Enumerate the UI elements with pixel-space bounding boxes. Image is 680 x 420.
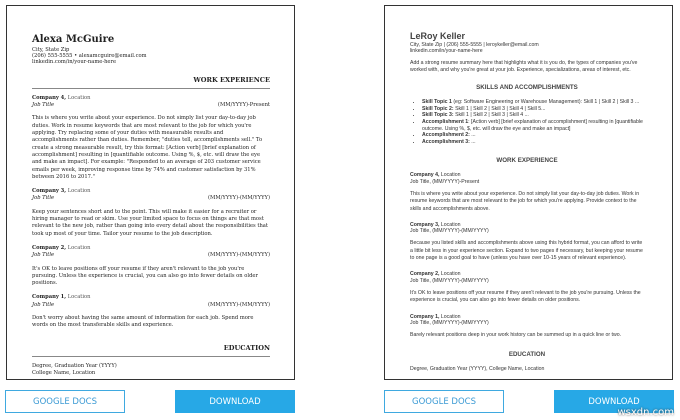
education-line: Degree, Graduation Year (YYYY), College Name, Location: [410, 366, 545, 373]
job-entry: [410, 222, 644, 262]
job-title: Job Title, (MM/YYYY)-(MM/YYYY): [410, 228, 489, 235]
job-title: Job Title: [32, 195, 55, 202]
skill-item: [422, 99, 644, 106]
divider: [32, 88, 270, 89]
resume-name: Alexa McGuire: [32, 34, 115, 45]
job-entry: [32, 188, 270, 238]
skill-item: [422, 119, 644, 132]
job-entry: [32, 245, 270, 287]
resume-preview-alexa-mcguire[interactable]: [6, 5, 295, 380]
contact-block: [410, 42, 644, 56]
job-location: Location: [439, 313, 461, 320]
skill-text: Skill 1 | Skill 2 | Skill 3 | Skill 4 | Skill 5...: [453, 105, 546, 112]
skill-text: Skill 1 | Skill 2 | Skill 3 | Skill 4 ...: [453, 112, 529, 119]
skill-item: [422, 139, 644, 146]
divider: [32, 356, 270, 357]
google-docs-button[interactable]: GOOGLE DOCS: [5, 390, 125, 413]
education-college: College Name, Location: [32, 369, 96, 376]
job-entry: [32, 95, 270, 181]
skill-label: Skill Topic 2:: [422, 105, 454, 112]
job-dates: (MM/YYYY)-(MM/YYYY): [208, 195, 270, 202]
skill-item: [422, 112, 644, 119]
summary: Add a strong resume summary here that highlights what it is you do, the types of companies you've worked with, and why you're great at your job. Experience, specializations, areas of interest, etc.: [410, 59, 638, 73]
contact-block: [32, 47, 270, 66]
job-title-row: [32, 252, 270, 259]
job-description: Because you listed skills and accomplishments above using this hybrid format, you can afford to write a little bit less in your experience section. Expand to two pages if necessary, but keeping your resume to one page is a good goal to have (unless you have over 10-15 years of relevant experience).: [410, 240, 643, 262]
job-title: Job Title, (MM/YYYY)-(MM/YYYY): [410, 277, 489, 284]
job-title: Job Title: [32, 301, 55, 308]
section-heading-work: WORK EXPERIENCE: [496, 157, 558, 165]
job-description: Keep your sentences short and to the point. This will make it easier for a recruiter or hiring manager to read or skim. Use your limited space to focus on things are that most relevant to the new job, rather than going into every detail about the responsibilities that took up most of your time. Tailor your resume to the job description.: [32, 208, 268, 237]
skill-label: Accomplishment 1: [422, 118, 469, 125]
job-title-row: [32, 302, 270, 309]
section-heading-education: EDUCATION: [508, 351, 546, 359]
contact-line: linkedin.com/in/your-name-here: [32, 58, 117, 65]
contact-line: City, State Zip | (206) 555-5555 | leroykeller@email.com: [410, 42, 539, 48]
job-company: Company 4,: [32, 94, 67, 101]
skill-text: ...: [469, 138, 476, 145]
contact-line: linkedin.com/in/your-name-here: [410, 48, 483, 55]
job-dates: (MM/YYYY)-(MM/YYYY): [208, 301, 270, 308]
job-company: Company 1,: [32, 294, 67, 301]
job-entry: [410, 172, 644, 212]
skill-text: (eg: Software Engineering or Warehouse Management): Skill 1 | Skill 2 | Skill 3 ...: [451, 99, 640, 106]
job-description: This is where you write about your experience. Do not simply list your day-to-day job duties. Work in resume keywords that are most relevant to the job for which you're applying. Try replacing some of your duties with measurable results and accomplishments rather than duties. Remember, "duties tell, accomplishments sell." To create a strong measurable result, try this format: [Action verb] [brief explanation of accomplishment] resulting in [quantifiable outcome. Using %, $, etc. will draw the eye and make an impact]. For example: "Responded to an average of 203 customer service emails per week, improving response time by 74% and customer satisfaction by 31% between 2016 to 2017.": [32, 115, 263, 180]
job-title: Job Title, (MM/YYYY)-(MM/YYYY): [410, 319, 489, 326]
job-location: Location: [439, 271, 461, 278]
section-heading-skills: SKILLS AND ACCOMPLISHMENTS: [476, 84, 578, 92]
job-title: Job Title: [32, 102, 55, 109]
section-heading-work: WORK EXPERIENCE: [193, 75, 270, 84]
job-location: Location: [66, 188, 91, 195]
job-dates: (MM/YYYY)-Present: [217, 102, 270, 109]
skill-text: : [Action verb] [brief explanation of accomplishment] resulting in [quantifiable outcome. Using %, $, etc. will draw the eye and make an impact]: [422, 118, 643, 132]
job-location: Location: [439, 172, 461, 179]
job-company: Company 2,: [32, 244, 67, 251]
contact-line: (206) 555-5555 • alexamcguire@email.com: [32, 52, 147, 59]
job-description: Barely relevant positions deep in your work history can be summed up in a quick line or two.: [410, 332, 622, 339]
job-entry: [410, 314, 644, 340]
job-location: Location: [66, 244, 91, 251]
job-company: Company 4,: [410, 172, 440, 179]
skills-list: [410, 99, 644, 145]
job-description: Don't worry about having the same amount of information for each job. Spend more words on the most transferable skills and experience.: [32, 315, 254, 329]
job-title: Job Title: [32, 252, 55, 259]
resume-preview-leroy-keller[interactable]: [384, 5, 673, 380]
google-docs-button[interactable]: GOOGLE DOCS: [384, 390, 504, 413]
job-title-row: [32, 102, 270, 109]
skill-label: Accomplishment 2:: [422, 132, 470, 139]
job-description: This is where you write about your experience. Do not simply list your day-to-day job duties. Work in resume keywords that are most relevant to the job for which you're applying. Provide context to the skills and accomplishments above.: [410, 190, 640, 212]
skill-item: [422, 106, 644, 113]
job-dates: (MM/YYYY)-(MM/YYYY): [208, 252, 270, 259]
skill-label: Accomplishment 3:: [422, 138, 470, 145]
skill-item: [422, 132, 644, 139]
job-entry: [410, 271, 644, 304]
section-heading-education: EDUCATION: [223, 343, 270, 352]
job-company: Company 2,: [410, 271, 440, 278]
job-company-line: [32, 294, 270, 301]
education-degree: Degree, Graduation Year (YYYY): [32, 362, 117, 369]
job-location: Location: [66, 294, 91, 301]
download-button[interactable]: DOWNLOAD: [554, 390, 674, 413]
skill-label: Skill Topic 3:: [422, 112, 454, 119]
job-company: Company 3,: [410, 221, 440, 228]
resume-name: LeRoy Keller: [410, 31, 466, 41]
watermark: wsxdn.com: [617, 407, 674, 418]
skill-text: ...: [469, 132, 476, 139]
job-title: Job Title, (MM/YYYY)-Present: [410, 178, 480, 185]
job-company: Company 3,: [32, 188, 67, 195]
job-company: Company 1,: [410, 313, 440, 320]
job-location: Location: [66, 94, 91, 101]
job-entry: [32, 294, 270, 329]
job-title-row: [32, 195, 270, 202]
job-description: It's OK to leave positions off your resume if they aren't relevant to the job you're pursuing. Unless the experience is crucial, you can also go into fewer details on older positions.: [410, 289, 641, 304]
download-button[interactable]: DOWNLOAD: [175, 390, 295, 413]
contact-line: City, State Zip: [32, 47, 70, 53]
skill-label: Skill Topic 1: [422, 99, 452, 106]
job-description: It's OK to leave positions off your resume if they aren't relevant to the job you're pursuing. Unless the experience is crucial, you can also go into fewer details on older positions.: [32, 265, 258, 287]
job-location: Location: [439, 221, 461, 228]
